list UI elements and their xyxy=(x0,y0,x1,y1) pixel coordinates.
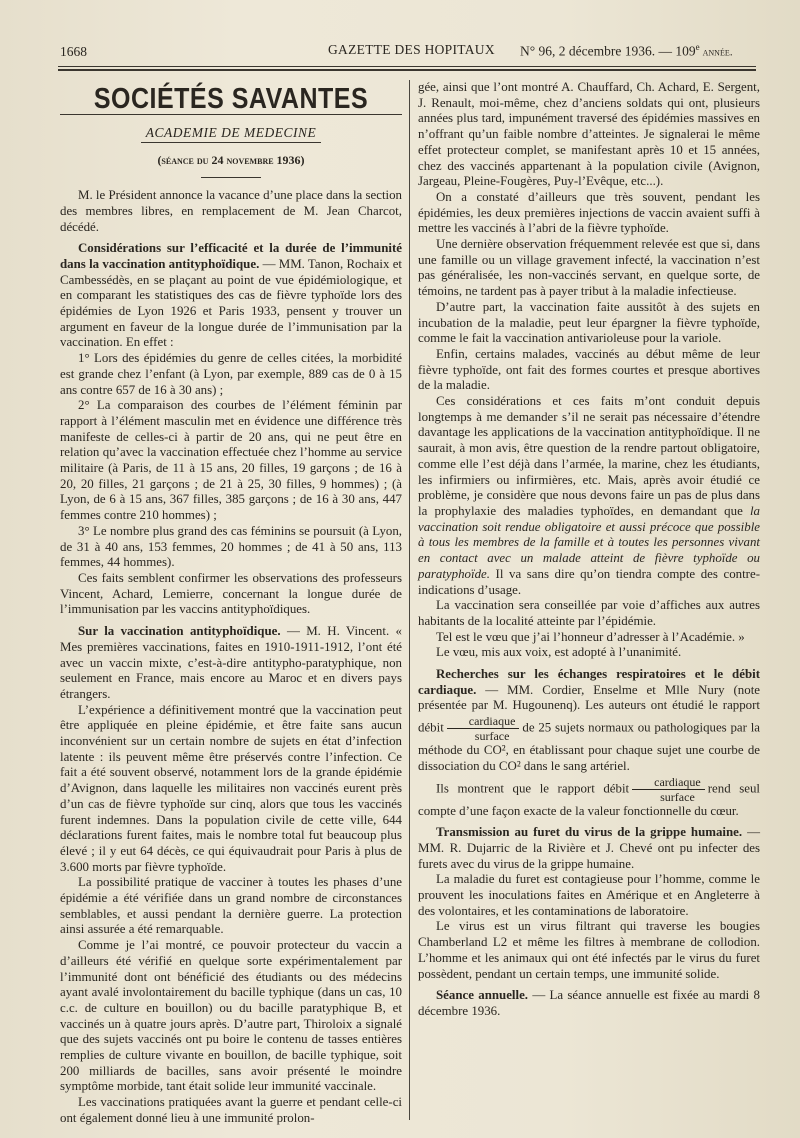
seance-rule xyxy=(201,177,261,178)
right-column xyxy=(418,80,760,1020)
paragraph: gée, ainsi que l’ont montré A. Chauffard, Ch. Achard, E. Sergent, J. Renault, moi-même, chez d’anciens soldats qui ont, plusieurs années plus tard, impunément traversé des épidémies massives en n’offrant qu’un faible nombre d’atteintes. Je signalerai le même effet protecteur complet, se manifestant après 10 et 15 années, chez des vaccinés appartenant à la population civile (Avignon, Jargeau, Pleine-Fougères, Puy-l’Evêque, etc...). xyxy=(418,80,760,189)
seance-date: (séance du 24 novembre 1936) xyxy=(157,153,305,168)
paragraph: 2° La comparaison des courbes de l’élément féminin par rapport à l’élément masculin met en évidence une différence très manifeste de celles-ci à partir de 20 ans, qui ne peut être en relation qu’avec la vaccination effectuée chez l’homme au service militaire (à Paris, de 11 à 15 ans, 20 filles, 19 garçons ; de 16 à 20, 20 filles, 21 garçons ; de 21 à 25, 30 filles, 9 hommes) ; (à Lyon, de 6 à 15 ans, 367 filles, 385 garçons ; de 16 à 30 ans, 447 femmes contre 210 hommes) ; xyxy=(60,398,402,523)
paragraph: Tel est le vœu que j’ai l’honneur d’adresser à l’Académie. » xyxy=(436,629,745,644)
paragraph: L’expérience a définitivement montré que la vaccination peut être appliquée en pleine épidémie, et être faite sans aucun inconvénient sur un certain nombre de sujets en état d’infection latente : ils peuvent même être préservés contre l’infection. Ce fait a été souvent observé, notamment lors de la grande épidémie d’Avignon, dans laquelle les militaires non vaccinés eurent près d’un cas de fièvre typhoïde sur cinq, alors que tous les vaccinés furent indemnes. Dans la population civile de cette ville, 644 déclarations furent faites, mais le nombre total fut beaucoup plus élevé ; il y eut 64 décès, ce qui équivaudrait pour Paris à plus de 3.600 morts par fièvre typhoïde. xyxy=(60,702,402,874)
journal-title: GAZETTE DES HOPITAUX xyxy=(328,42,495,57)
page-header xyxy=(60,40,760,62)
paragraph: La maladie du furet est contagieuse pour l’homme, comme le prouvent les inoculations faites en Amérique et en Angleterre à des volontaires, et les contaminations de laboratoire. xyxy=(418,872,760,918)
column-divider xyxy=(409,80,410,1120)
fraction: $\frac{\text{cardiaque}}{\text{surface}}$ xyxy=(632,775,705,804)
paragraph: Ils montrent que le rapport débit $\frac{\text{cardiaque}}{\text{surface}}$ rend seul compte d’une façon exacte de la valeur fonctionnelle du cœur. xyxy=(418,774,760,818)
paragraph: On a constaté d’ailleurs que très souvent, pendant les épidémies, les deux premières injections de vaccin avaient suffi à mettre les vaccinés à l’abri de la fièvre typhoïde. xyxy=(418,189,760,236)
paragraph: Le vœu, mis aux voix, est adopté à l’unanimité. xyxy=(436,645,682,660)
issue-date: N° 96, 2 décembre 1936. — 109e année. xyxy=(520,42,733,59)
article-dujarric: Transmission au furet du virus de la grippe humaine. — MM. R. Dujarric de la Rivière et J. Chevé ont pu infecter des furets avec du virus de la grippe humaine. xyxy=(418,825,760,871)
article-cordier: Recherches sur les échanges respiratoires et le débit cardiaque. — MM. Cordier, Enselme et Mlle Nury (note présentée par M. Hugounenq). Les auteurs ont étudié le rapport débit $\frac{\text{cardiaque}}{\text{surface}}$ de 25 sujets normaux ou pathologiques par la méthode du CO², en établissant pour chaque sujet une courbe de dissociation du CO² dans le sang artériel. xyxy=(418,667,760,773)
section-title: SOCIÉTÉS SAVANTES xyxy=(93,82,369,115)
paragraph: 1° Lors des épidémies du genre de celles citées, la morbidité est grande chez l’enfant (à Lyon, par exemple, 889 cas de 0 à 15 ans contre 657 de 16 à 30 ans) ; xyxy=(60,351,402,397)
fraction: $\frac{\text{cardiaque}}{\text{surface}}$ xyxy=(447,714,520,743)
paragraph: Enfin, certains malades, vaccinés au début même de leur fièvre typhoïde, ont fait des formes courtes et presque abortives de la maladie. xyxy=(418,346,760,393)
paragraph: Ces considérations et ces faits m’ont conduit depuis longtemps à me demander s’il ne serait pas nécessaire d’étendre davantage les applications de la vaccination antityphoïdique. Il ne saurait, à mon avis, être question de la rendre partout obligatoire, comme elle l’est déjà dans l’armée, la marine, chez les étudiants, les infirmiers ou infirmières, etc. Mais, après avoir étudié ce problème, je considère que nous devons faire un pas de plus dans la prophylaxie des maladies typhoïdes, en demandant que la vaccination soit rendue obligatoire et aussi précoce que possible à tous les membres de la famille et à toutes les personnes vivant en contact avec un malade atteint de fièvre typhoïde ou paratyphoïde. Il va sans dire qu’on tiendra compte des contre-indications d’usage. xyxy=(418,394,760,597)
paragraph: La possibilité pratique de vacciner à toutes les phases d’une épidémie a été vérifiée dans un grand nombre de circonstances semblables, et aussi pendant la dernière guerre. La protection ainsi assurée a été remarquable. xyxy=(60,875,402,937)
left-column xyxy=(60,84,402,1127)
paragraph: 3° Le nombre plus grand des cas féminins se poursuit (à Lyon, de 31 à 40 ans, 153 femmes, 20 hommes ; de 41 à 50 ans, 113 femmes, 44 hommes). xyxy=(60,523,402,570)
academy-rule xyxy=(141,142,321,143)
article-tanon: Considérations sur l’efficacité et la durée de l’immunité dans la vaccination antityphoïdique. — MM. Tanon, Rochaix et Cambessédès, en se plaçant au point de vue épidémiologique, et en comparant les statistiques des cas de fièvre typhoïde lors des épidémies de Lyon 1926 et Paris 1933, pensent y trouver un argument en faveur de la longue durée de l’immunisation par la vaccination. En effet : xyxy=(60,241,402,350)
paragraph: D’autre part, la vaccination faite aussitôt à des sujets en incubation de la maladie, peut leur épargner la fièvre typhoïde, comme le fait la vaccination antivarioleuse pour la variole. xyxy=(418,299,760,346)
page-number: 1668 xyxy=(60,44,87,59)
paragraph: Le virus est un virus filtrant qui traverse les bougies Chamberland L2 et même les filtres à membrane de collodion. L’homme et les animaux qui ont été infectés par le virus du furet possèdent, pendant un certain temps, une immunité solide. xyxy=(418,919,760,981)
paragraph: Les vaccinations pratiquées avant la guerre et pendant celle-ci ont également donné lieu à une immunité prolon- xyxy=(60,1095,402,1125)
paragraph: Ces faits semblent confirmer les observations des professeurs Vincent, Achard, Lemierre, concernant la longue durée de l’immunisation par les vaccins antityphoïdiques. xyxy=(60,570,402,617)
academy-heading: ACADEMIE DE MEDECINE xyxy=(145,124,317,140)
paragraph: Comme je l’ai montré, ce pouvoir protecteur du vaccin a d’ailleurs été vérifié en quelque sorte expérimentalement par l’immunité dont ont bénéficié des étudiants ou des médecins ayant avalé involontairement du bacille typhique (dans un cas, 10 c.c. de culture en bouillon) ou du bacille paratyphique B, et vaccinés un à quatre jours après. D’autre part, Thiroloix a signalé que des sujets vaccinés ont pu boire le contenu de tasses entières remplies de culture vivante en bouillon, de bacille typhique, soit 200 milliards de bacilles, sans avoir présenté le moindre symptôme morbide, tant était solide leur immunité vaccinale. xyxy=(60,938,402,1094)
paragraph: La vaccination sera conseillée par voie d’affiches aux autres habitants de la localité atteinte par l’épidémie. xyxy=(418,598,760,628)
header-rule xyxy=(58,66,756,71)
article-vincent: Sur la vaccination antityphoïdique. — M. H. Vincent. « Mes premières vaccinations, faites en 1910-1911-1912, l’ont été avec un vaccin mixte, c’est-à-dire antitypho-paratyphique, non seulement en France, mais encore au Maroc et en divers pays étrangers. xyxy=(60,624,402,701)
paragraph: M. le Président annonce la vacance d’une place dans la section des membres libres, en remplacement de M. Jean Charcot, décédé. xyxy=(60,188,402,234)
paragraph: Une dernière observation fréquemment relevée est que si, dans une famille ou un village gravement infecté, la vaccination n’est pas généralisée, les non-vaccinés servant, en quelque sorte, de témoins, ne tardent pas à payer tribut à la maladie infectieuse. xyxy=(418,237,760,299)
article-seance-annuelle: Séance annuelle. — La séance annuelle est fixée au mardi 8 décembre 1936. xyxy=(418,988,760,1018)
